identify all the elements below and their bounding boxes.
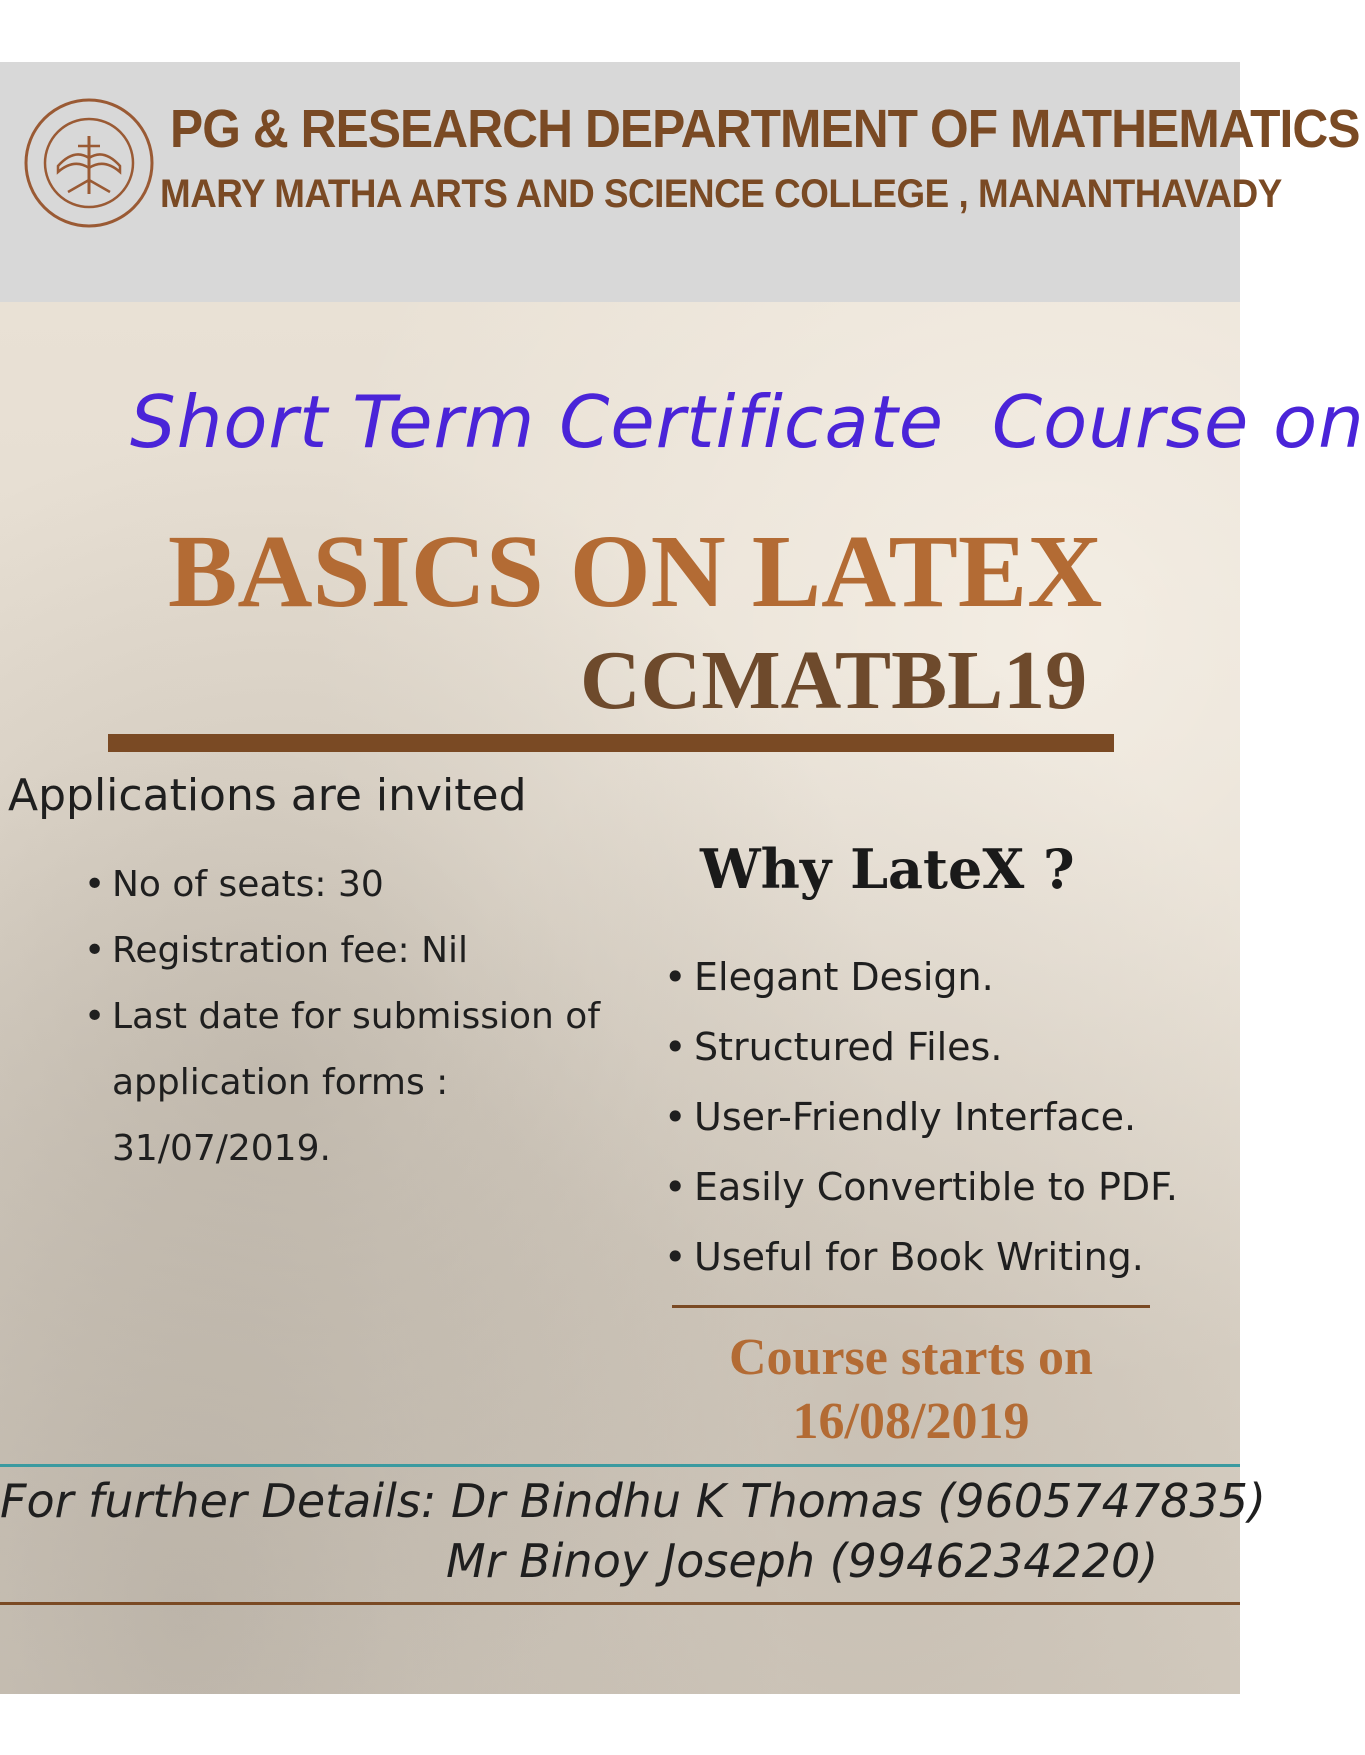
course-subtitle: Short Term Certificate Course on	[130, 380, 1365, 464]
course-start-label: Course starts on	[729, 1329, 1093, 1386]
list-item: • Useful for Book Writing.	[664, 1222, 1224, 1292]
course-code: CCMATBL19	[580, 634, 1088, 727]
list-item: • Structured Files.	[664, 1012, 1224, 1082]
list-item: • User-Friendly Interface.	[664, 1082, 1224, 1152]
course-title: BASICS ON LATEX	[168, 514, 1103, 629]
poster	[0, 62, 1365, 1694]
contact-bottom-rule	[0, 1602, 1240, 1605]
contact-line-secondary: Mr Binoy Joseph (9946234220)	[446, 1534, 1159, 1588]
list-item: • Easily Convertible to PDF.	[664, 1152, 1224, 1222]
list-item: • Elegant Design.	[664, 942, 1224, 1012]
list-item: • Last date for submission of application forms : 31/07/2019.	[84, 984, 604, 1182]
contact-line-primary: For further Details: Dr Bindhu K Thomas (9605747835)	[0, 1474, 1266, 1528]
applications-heading: Applications are invited	[8, 770, 527, 821]
department-name: PG & RESEARCH DEPARTMENT OF MATHEMATICS	[170, 99, 1360, 159]
why-list	[664, 942, 1224, 1292]
college-seal-icon	[22, 96, 156, 230]
list-item: • No of seats: 30	[84, 852, 604, 918]
college-name: MARY MATHA ARTS AND SCIENCE COLLEGE , MANANTHAVADY	[160, 172, 1282, 216]
course-start-date: 16/08/2019	[792, 1393, 1030, 1450]
header-band	[0, 62, 1360, 302]
start-divider	[672, 1305, 1150, 1308]
contact-top-rule	[0, 1464, 1240, 1467]
applications-list	[84, 852, 604, 1182]
list-item: • Registration fee: Nil	[84, 918, 604, 984]
why-heading: Why LateX ?	[700, 837, 1075, 901]
section-divider	[108, 734, 1114, 752]
